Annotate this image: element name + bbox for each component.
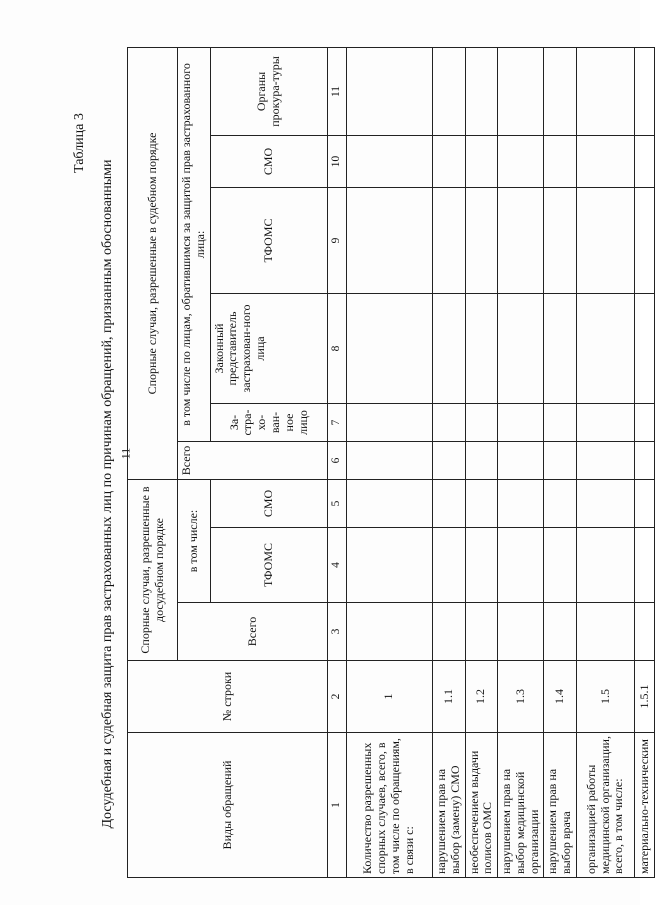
table-body	[346, 47, 655, 877]
table-row	[577, 47, 635, 877]
value-cell	[465, 480, 498, 528]
rotated-content	[72, 48, 651, 878]
value-cell	[498, 603, 544, 661]
header-representative: Законный представитель застрахован-ного лица	[210, 294, 270, 404]
header-insured: За-стра-хо-ван-ное лицо	[210, 404, 328, 442]
row-code: 1.3	[498, 661, 544, 733]
column-number: 10	[328, 136, 346, 188]
row-code: 1.1	[432, 661, 465, 733]
value-cell	[544, 404, 577, 442]
column-number: 7	[328, 404, 346, 442]
value-cell	[432, 480, 465, 528]
value-cell	[465, 442, 498, 480]
value-cell	[577, 294, 635, 404]
table-row	[346, 47, 432, 877]
table-row	[432, 47, 465, 877]
row-label: нарушением прав на выбор медицинской организации	[498, 733, 544, 878]
value-cell	[432, 603, 465, 661]
value-cell	[465, 47, 498, 135]
header-representative-cont	[270, 294, 328, 404]
table-row	[465, 47, 498, 877]
value-cell	[346, 294, 432, 404]
value-cell	[577, 442, 635, 480]
header-types: Виды обращений	[128, 733, 328, 878]
value-cell	[635, 47, 655, 135]
value-cell	[346, 603, 432, 661]
row-code: 1.4	[544, 661, 577, 733]
header-judicial-including: в том числе по лицам, обратившимся за защитой прав застрахованного лица:	[178, 47, 211, 441]
value-cell	[465, 188, 498, 294]
value-cell	[577, 136, 635, 188]
header-row-no: № строки	[128, 661, 328, 733]
header-pretrial-including: в том числе:	[178, 480, 211, 603]
value-cell	[346, 188, 432, 294]
value-cell	[498, 188, 544, 294]
column-number: 5	[328, 480, 346, 528]
header-pretrial: Спорные случаи, разрешенные в досудебном порядке	[128, 480, 178, 661]
value-cell	[465, 528, 498, 603]
header-pretrial-tfoms: ТФОМС	[210, 528, 328, 603]
value-cell	[577, 603, 635, 661]
value-cell	[432, 47, 465, 135]
value-cell	[544, 528, 577, 603]
value-cell	[498, 294, 544, 404]
value-cell	[432, 136, 465, 188]
value-cell	[346, 404, 432, 442]
value-cell	[432, 528, 465, 603]
value-cell	[432, 404, 465, 442]
column-number: 11	[328, 47, 346, 135]
row-label: необеспечением выдачи полисов ОМС	[465, 733, 498, 878]
column-numbers-row	[328, 47, 346, 877]
column-number: 2	[328, 661, 346, 733]
value-cell	[635, 603, 655, 661]
table-row	[635, 47, 655, 877]
value-cell	[544, 136, 577, 188]
page-number: 11	[118, 447, 133, 460]
value-cell	[577, 404, 635, 442]
value-cell	[346, 442, 432, 480]
value-cell	[498, 528, 544, 603]
column-number: 9	[328, 188, 346, 294]
value-cell	[346, 47, 432, 135]
header-tfoms: ТФОМС	[210, 188, 328, 294]
value-cell	[635, 442, 655, 480]
value-cell	[346, 528, 432, 603]
value-cell	[544, 442, 577, 480]
value-cell	[577, 480, 635, 528]
column-number: 6	[328, 442, 346, 480]
value-cell	[544, 294, 577, 404]
column-number: 8	[328, 294, 346, 404]
table-row	[498, 47, 544, 877]
column-number: 4	[328, 528, 346, 603]
value-cell	[577, 528, 635, 603]
value-cell	[465, 294, 498, 404]
header-judicial-total: Всего	[178, 442, 328, 480]
value-cell	[635, 136, 655, 188]
value-cell	[577, 188, 635, 294]
row-label: материально-техническим	[635, 733, 655, 878]
row-code: 1	[346, 661, 432, 733]
value-cell	[635, 480, 655, 528]
header-judicial: Спорные случаи, разрешенные в судебном порядке	[128, 47, 178, 479]
value-cell	[465, 603, 498, 661]
table-row	[544, 47, 577, 877]
header-prosecutor: Органы прокура-туры	[210, 47, 328, 135]
row-label: нарушением прав на выбор (замену) СМО	[432, 733, 465, 878]
data-table	[127, 47, 655, 878]
value-cell	[635, 188, 655, 294]
value-cell	[498, 47, 544, 135]
column-number: 1	[328, 733, 346, 878]
row-label: организацией работы медицинской организации, всего, в том числе:	[577, 733, 635, 878]
value-cell	[544, 603, 577, 661]
value-cell	[432, 294, 465, 404]
value-cell	[635, 528, 655, 603]
header-smo: СМО	[210, 136, 328, 188]
row-code: 1.5	[577, 661, 635, 733]
value-cell	[544, 47, 577, 135]
value-cell	[465, 404, 498, 442]
column-number: 3	[328, 603, 346, 661]
value-cell	[498, 480, 544, 528]
value-cell	[465, 136, 498, 188]
value-cell	[498, 442, 544, 480]
row-label: Количество разрешенных спорных случаев, всего, в том числе по обращениям, в связи с:	[346, 733, 432, 878]
value-cell	[544, 188, 577, 294]
row-label: нарушением прав на выбор врача	[544, 733, 577, 878]
header-pretrial-smo: СМО	[210, 480, 328, 528]
value-cell	[577, 47, 635, 135]
value-cell	[346, 480, 432, 528]
value-cell	[544, 480, 577, 528]
value-cell	[346, 136, 432, 188]
row-code: 1.5.1	[635, 661, 655, 733]
value-cell	[635, 404, 655, 442]
value-cell	[635, 294, 655, 404]
value-cell	[432, 442, 465, 480]
value-cell	[498, 404, 544, 442]
table-caption: Таблица 3	[72, 113, 87, 173]
value-cell	[498, 136, 544, 188]
header-pretrial-total: Всего	[178, 603, 328, 661]
document-title: Досудебная и судебная защита прав застрахованных лиц по причинам обращений, признанным обоснованными	[100, 159, 115, 829]
row-code: 1.2	[465, 661, 498, 733]
value-cell	[432, 188, 465, 294]
